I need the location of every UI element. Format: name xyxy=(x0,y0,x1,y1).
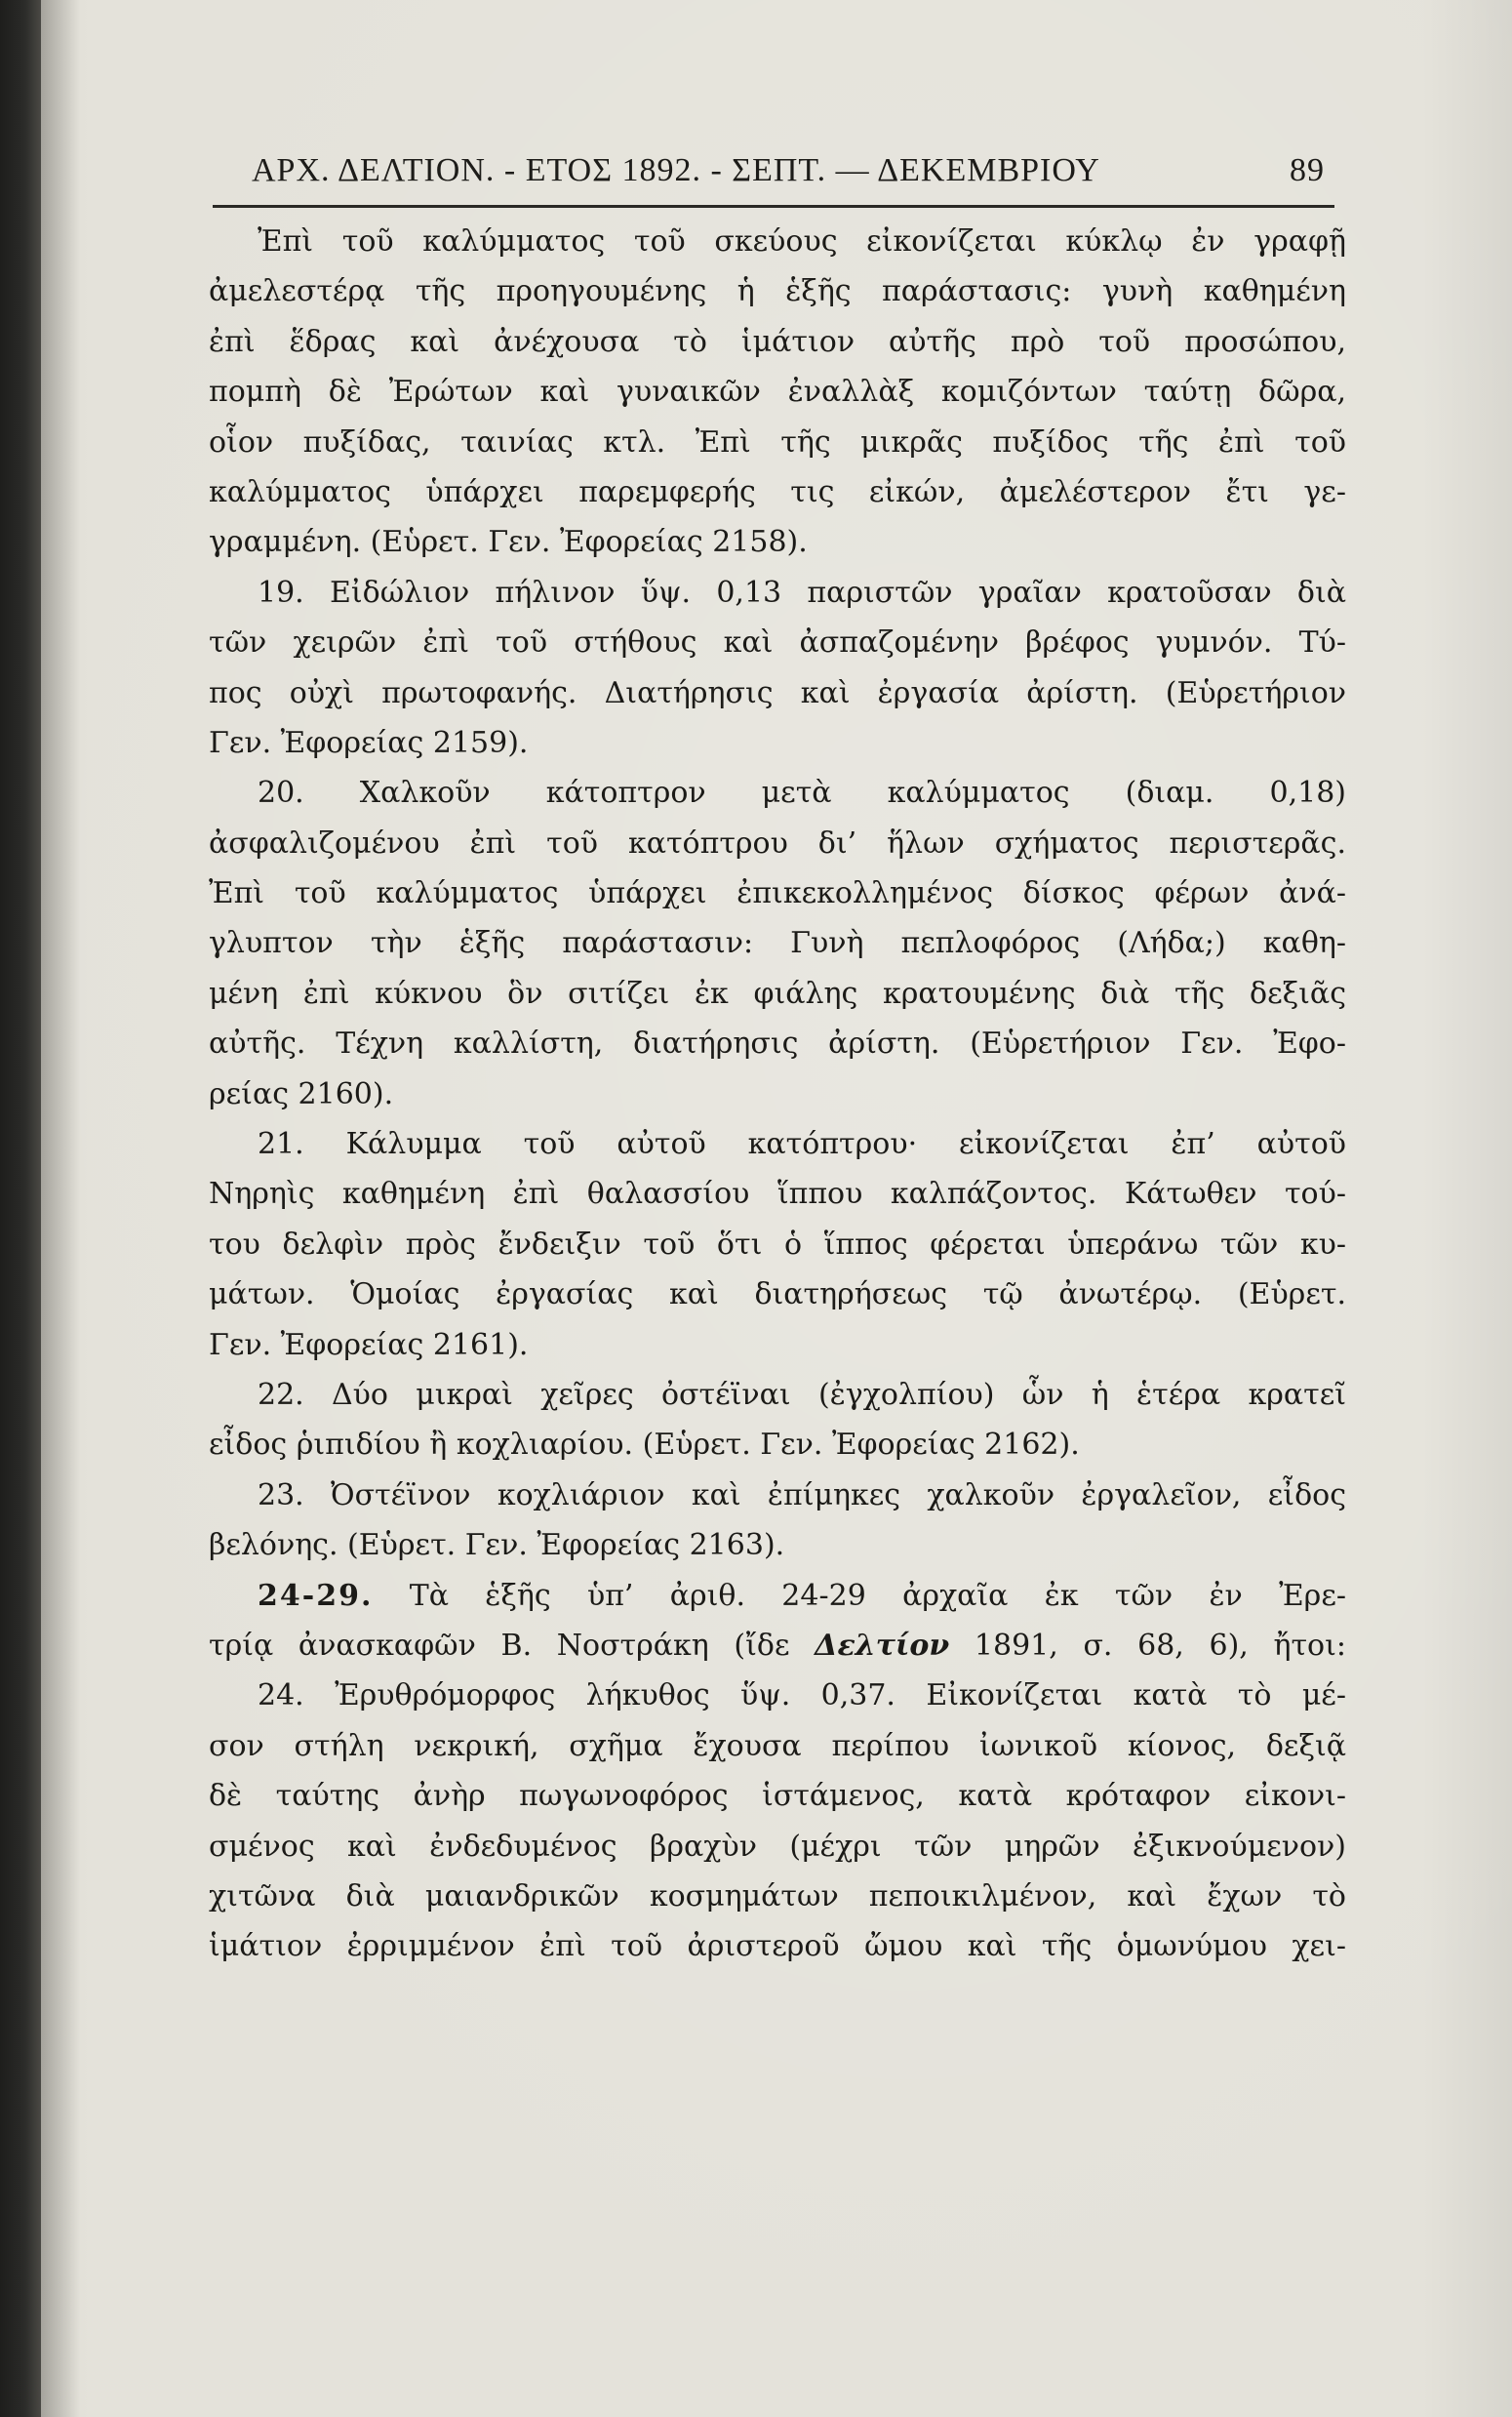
text-line: Ἐπὶ τοῦ καλύμματος τοῦ σκεύους εἰκονίζεται κύκλῳ ἐν γραφῇ xyxy=(258,224,1346,259)
text-line: μάτων. Ὁμοίας ἐργασίας καὶ διατηρήσεως τῷ ἀνωτέρῳ. (Εὑρετ. xyxy=(209,1277,1346,1312)
text-line: σμένος καὶ ἐνδεδυμένος βραχὺν (μέχρι τῶν μηρῶν ἐξικνούμενον) xyxy=(209,1829,1346,1864)
journal-title-reference: Δελτίον xyxy=(815,1628,950,1663)
gutter-shadow xyxy=(41,0,80,2417)
header-rule xyxy=(213,205,1334,208)
item-range-label: 24-29. xyxy=(258,1578,374,1613)
text-line: βελόνης. (Εὑρετ. Γεν. Ἐφορείας 2163). xyxy=(209,1528,785,1563)
page-number: 89 xyxy=(1290,152,1325,188)
text-line: σον στήλη νεκρική, σχῆμα ἔχουσα περίπου ἰωνικοῦ κίονος, δεξιᾷ xyxy=(209,1728,1346,1763)
text-line: γλυπτον τὴν ἑξῆς παράστασιν: Γυνὴ πεπλοφόρος (Λήδα;) καθη- xyxy=(209,926,1346,961)
text-line: 19. Εἰδώλιον πήλινον ὕψ. 0,13 παριστῶν γραῖαν κρατοῦσαν διὰ xyxy=(258,575,1346,610)
text-line: 23. Ὀστέϊνον κοχλιάριον καὶ ἐπίμηκες χαλκοῦν ἐργαλεῖον, εἶδος xyxy=(258,1477,1346,1512)
text-line: του δελφὶν πρὸς ἔνδειξιν τοῦ ὅτι ὁ ἵππος φέρεται ὑπεράνω τῶν κυ- xyxy=(209,1227,1346,1262)
book-spine-shadow xyxy=(0,0,41,2417)
text-line: χιτῶνα διὰ μαιανδρικῶν κοσμημάτων πεποικιλμένον, καὶ ἔχων τὸ xyxy=(209,1878,1346,1913)
text-line: ἀσφαλιζομένου ἐπὶ τοῦ κατόπτρου δι’ ἥλων σχήματος περιστερᾶς. xyxy=(209,826,1346,861)
text-line: καλύμματος ὑπάρχει παρεμφερής τις εἰκών, ἀμελέστερον ἔτι γε- xyxy=(209,474,1346,509)
text-line: τρίᾳ ἀνασκαφῶν Β. Νοστράκη (ἴδε Δελτίον 1891, σ. 68, 6), ἤτοι: xyxy=(209,1628,1346,1663)
text-line: Ἐπὶ τοῦ καλύμματος ὑπάρχει ἐπικεκολλημένος δίσκος φέρων ἀνά- xyxy=(209,876,1346,911)
text-line: 24. Ἐρυθρόμορφος λήκυθος ὕψ. 0,37. Εἰκονίζεται κατὰ τὸ μέ- xyxy=(258,1678,1346,1713)
text-line: δὲ ταύτης ἀνὴρ πωγωνοφόρος ἱστάμενος, κατὰ κρόταφον εἰκονι- xyxy=(209,1779,1346,1814)
text-line: 21. Κάλυμμα τοῦ αὐτοῦ κατόπτρου· εἰκονίζεται ἐπ’ αὐτοῦ xyxy=(258,1127,1346,1162)
running-title: ΑΡΧ. ΔΕΛΤΙΟΝ. - ΕΤΟΣ 1892. - ΣΕΠΤ. — ΔΕΚΕΜΒΡΙΟΥ xyxy=(252,152,1100,188)
text-line: οἷον πυξίδας, ταινίας κτλ. Ἐπὶ τῆς μικρᾶς πυξίδος τῆς ἐπὶ τοῦ xyxy=(209,424,1346,460)
text-line: ἱμάτιον ἐρριμμένον ἐπὶ τοῦ ἀριστεροῦ ὤμου καὶ τῆς ὁμωνύμου χει- xyxy=(209,1929,1346,1964)
running-header xyxy=(252,152,1325,199)
text-line: τῶν χειρῶν ἐπὶ τοῦ στήθους καὶ ἀσπαζομένην βρέφος γυμνόν. Τύ- xyxy=(209,625,1346,661)
text-line: Νηρηὶς καθημένη ἐπὶ θαλασσίου ἵππου καλπάζοντος. Κάτωθεν τού- xyxy=(209,1177,1346,1212)
text-line: 24-29. Τὰ ἑξῆς ὑπ’ ἀριθ. 24-29 ἀρχαῖα ἐκ τῶν ἐν Ἐρε- xyxy=(258,1578,1346,1613)
text-line: εἶδος ῥιπιδίου ἢ κοχλιαρίου. (Εὑρετ. Γεν. Ἐφορείας 2162). xyxy=(209,1428,1080,1463)
text-line: μένη ἐπὶ κύκνου ὃν σιτίζει ἐκ φιάλης κρατουμένης διὰ τῆς δεξιᾶς xyxy=(209,976,1346,1011)
text-line: πομπὴ δὲ Ἐρώτων καὶ γυναικῶν ἐναλλὰξ κομιζόντων ταύτῃ δῶρα, xyxy=(209,375,1346,410)
text-line: 22. Δύο μικραὶ χεῖρες ὀστέϊναι (ἐγχολπίου) ὧν ἡ ἑτέρα κρατεῖ xyxy=(258,1377,1346,1412)
text-line: Γεν. Ἐφορείας 2161). xyxy=(209,1327,529,1362)
text-line: γραμμένη. (Εὑρετ. Γεν. Ἐφορείας 2158). xyxy=(209,525,808,560)
text-line: ρείας 2160). xyxy=(209,1076,394,1111)
text-line: 20. Χαλκοῦν κάτοπτρον μετὰ καλύμματος (διαμ. 0,18) xyxy=(258,776,1346,811)
text-line: αὐτῆς. Τέχνη καλλίστη, διατήρησις ἀρίστη. (Εὑρετήριον Γεν. Ἐφο- xyxy=(209,1027,1346,1062)
text-line: ἐπὶ ἕδρας καὶ ἀνέχουσα τὸ ἱμάτιον αὐτῆς πρὸ τοῦ προσώπου, xyxy=(209,324,1346,359)
text-line: πος οὐχὶ πρωτοφανής. Διατήρησις καὶ ἐργασία ἀρίστη. (Εὑρετήριον xyxy=(209,675,1346,710)
text-line: Γεν. Ἐφορείας 2159). xyxy=(209,725,529,760)
body-text xyxy=(209,217,1346,1972)
text-line: ἀμελεστέρᾳ τῆς προηγουμένης ἡ ἑξῆς παράστασις: γυνὴ καθημένη xyxy=(209,274,1346,309)
